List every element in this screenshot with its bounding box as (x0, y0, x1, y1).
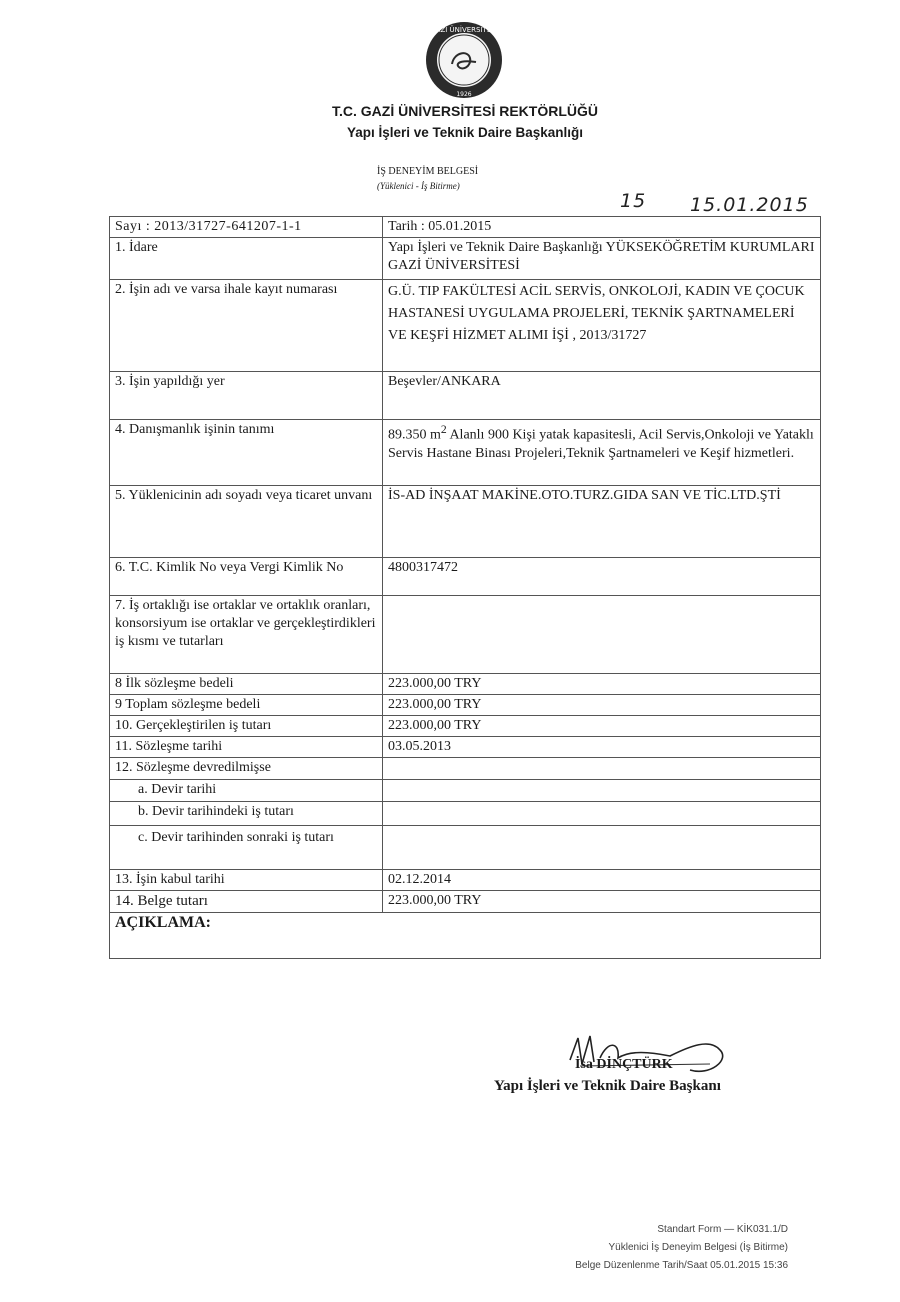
row-label: 3. İşin yapıldığı yer (110, 372, 383, 420)
aciklama-label: AÇIKLAMA: (110, 913, 821, 959)
table-row (110, 558, 821, 596)
table-row (110, 372, 821, 420)
table-row (110, 737, 821, 758)
row-value: Beşevler/ANKARA (383, 372, 821, 420)
row-value (383, 420, 821, 486)
table-row (110, 891, 821, 913)
footer-form-code: Standart Form — KİK031.1/D (657, 1224, 788, 1235)
footer-issue-datetime: Belge Düzenlenme Tarih/Saat 05.01.2015 15:36 (575, 1260, 788, 1271)
aciklama-row (110, 913, 821, 959)
row-label: 9 Toplam sözleşme bedeli (110, 695, 383, 716)
row-label: 2. İşin adı ve varsa ihale kayıt numarası (110, 280, 383, 372)
row-label: 8 İlk sözleşme bedeli (110, 674, 383, 695)
document-subtitle: (Yüklenici - İş Bitirme) (377, 181, 460, 191)
experience-table (109, 216, 821, 959)
row-value: 223.000,00 TRY (383, 695, 821, 716)
row-label: 12. Sözleşme devredilmişse (110, 758, 383, 780)
document-title: İŞ DENEYİM BELGESİ (377, 166, 479, 177)
row-label: 6. T.C. Kimlik No veya Vergi Kimlik No (110, 558, 383, 596)
row-value: 223.000,00 TRY (383, 674, 821, 695)
footer-form-name: Yüklenici İş Deneyim Belgesi (İş Bitirme) (608, 1242, 788, 1253)
row-value: G.Ü. TIP FAKÜLTESİ ACİL SERVİS, ONKOLOJİ, KADIN VE ÇOCUK HASTANESİ UYGULAMA PROJELERİ, TEKNİK ŞARTNAMELERİ VE KEŞFİ HİZMET ALIMI İŞİ , 2013/31727 (383, 280, 821, 372)
description-value: Alanlı 900 Kişi yatak kapasitesli, Acil Servis,Onkoloji ve Yataklı Servis Hastane Binası Projeleri,Teknik Şartnameleri ve Keşif hizmetleri. (388, 427, 814, 461)
area-unit-superscript: 2 (440, 423, 447, 436)
svg-text:GAZİ ÜNİVERSİTESİ: GAZİ ÜNİVERSİTESİ (430, 26, 498, 34)
row-value (383, 758, 821, 780)
row-value: 223.000,00 TRY (383, 716, 821, 737)
table-row (110, 870, 821, 891)
table-row (110, 780, 821, 802)
row-value: 4800317472 (383, 558, 821, 596)
table-row (110, 758, 821, 780)
department-heading: Yapı İşleri ve Teknik Daire Başkanlığı (346, 125, 584, 140)
row-label: 13. İşin kabul tarihi (110, 870, 383, 891)
tarih-cell: Tarih : 05.01.2015 (383, 217, 821, 238)
table-row (110, 716, 821, 737)
table-row (110, 826, 821, 870)
institution-heading: T.C. GAZİ ÜNİVERSİTESİ REKTÖRLÜĞÜ (331, 103, 598, 119)
row-label: 1. İdare (110, 238, 383, 280)
row-value: İS-AD İNŞAAT MAKİNE.OTO.TURZ.GIDA SAN VE TİC.LTD.ŞTİ (383, 486, 821, 558)
area-value: 89.350 m (388, 427, 441, 443)
table-row (110, 217, 821, 238)
university-seal-logo (424, 20, 504, 100)
table-row (110, 596, 821, 674)
row-label: 14. Belge tutarı (110, 891, 383, 913)
row-label: 5. Yüklenicinin adı soyadı veya ticaret unvanı (110, 486, 383, 558)
row-label: 10. Gerçekleştirilen iş tutarı (110, 716, 383, 737)
row-value: 223.000,00 TRY (383, 891, 821, 913)
row-label: 4. Danışmanlık işinin tanımı (110, 420, 383, 486)
row-label: 11. Sözleşme tarihi (110, 737, 383, 758)
row-value (383, 826, 821, 870)
handwritten-date: 15.01.2015 (690, 194, 809, 216)
table-row (110, 238, 821, 280)
signatory-name: İsa DİNÇTÜRK (575, 1057, 673, 1072)
signatory-title: Yapı İşleri ve Teknik Daire Başkanı (494, 1078, 721, 1094)
row-value: 03.05.2013 (383, 737, 821, 758)
row-label: 7. İş ortaklığı ise ortaklar ve ortaklık oranları, konsorsiyum ise ortaklar ve gerçekleştirdikleri iş kısmı ve tutarları (110, 596, 383, 674)
row-label: a. Devir tarihi (110, 780, 383, 802)
sayi-cell: Sayı : 2013/31727-641207-1-1 (110, 217, 383, 238)
table-row (110, 802, 821, 826)
row-label: b. Devir tarihindeki iş tutarı (110, 802, 383, 826)
table-row (110, 486, 821, 558)
handwritten-number: 15 (620, 190, 647, 212)
table-row (110, 420, 821, 486)
table-row (110, 695, 821, 716)
row-value (383, 802, 821, 826)
svg-text:1926: 1926 (456, 91, 472, 98)
row-label: c. Devir tarihinden sonraki iş tutarı (110, 826, 383, 870)
table-row (110, 280, 821, 372)
row-value (383, 596, 821, 674)
row-value (383, 780, 821, 802)
row-value: Yapı İşleri ve Teknik Daire Başkanlığı YÜKSEKÖĞRETİM KURUMLARI GAZİ ÜNİVERSİTESİ (383, 238, 821, 280)
table-row (110, 674, 821, 695)
row-value: 02.12.2014 (383, 870, 821, 891)
